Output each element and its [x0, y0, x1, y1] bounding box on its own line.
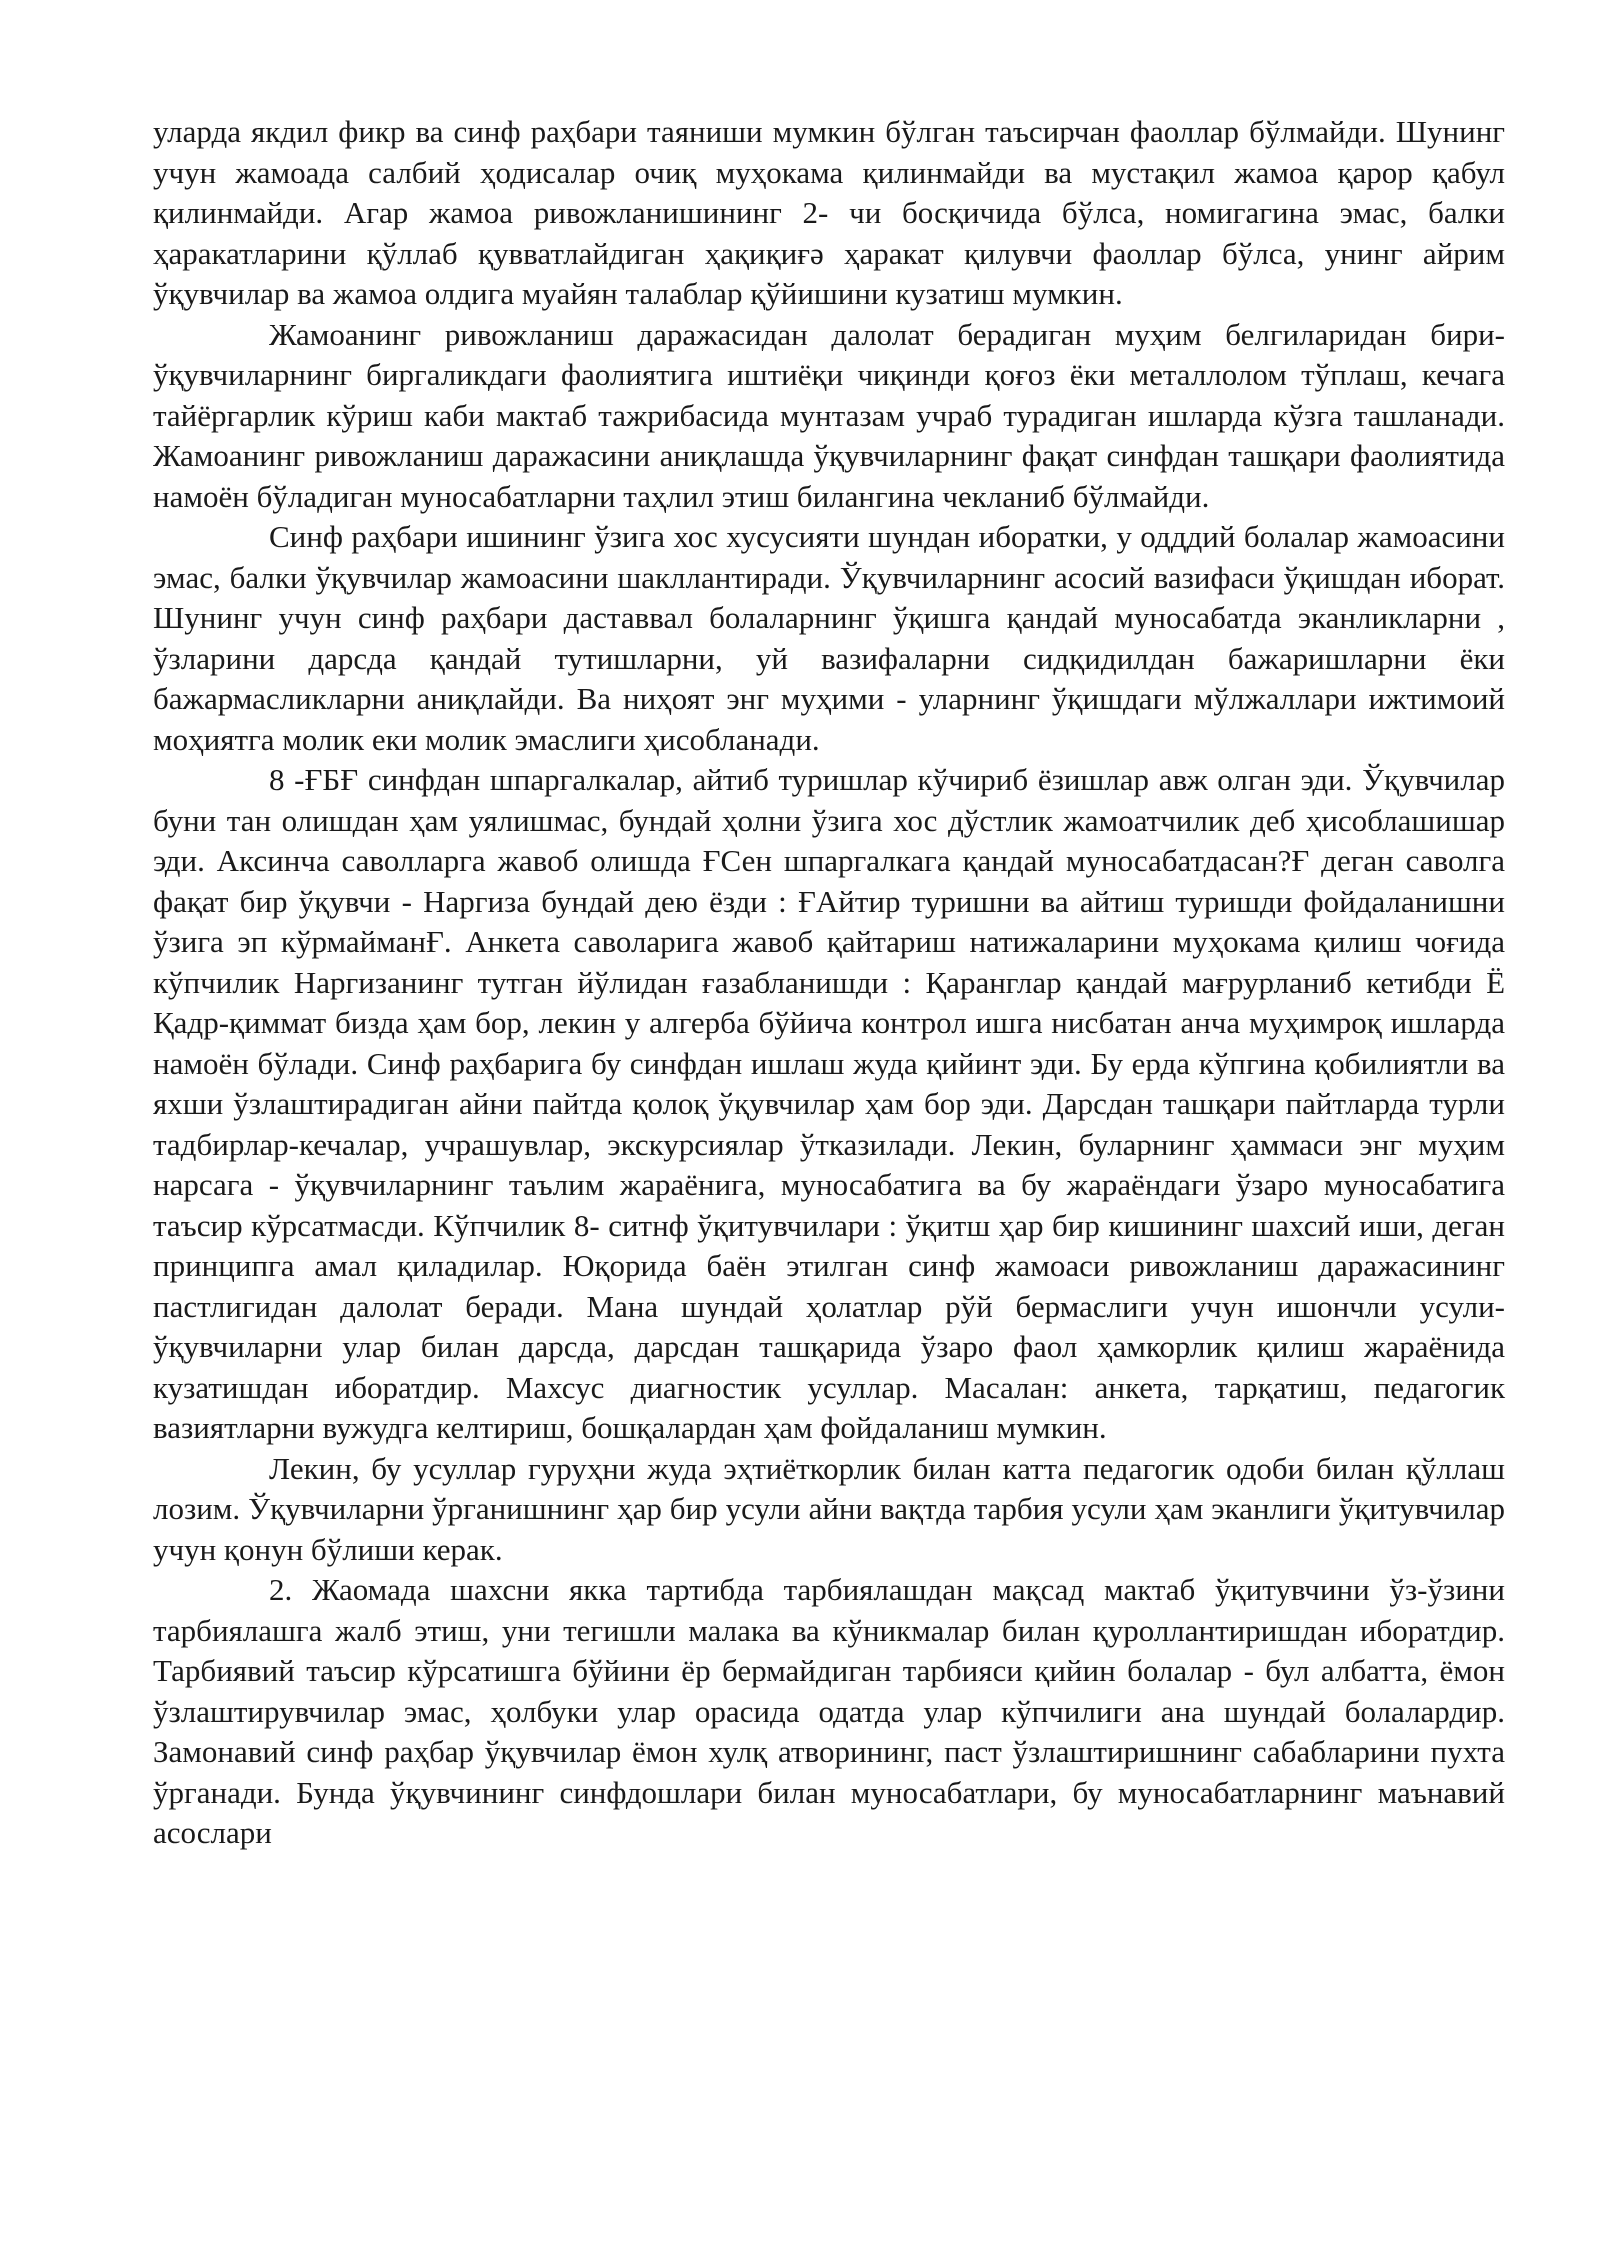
paragraph-2: Жамоанинг ривожланиш даражасидан далолат берадиган муҳим белгиларидан бири- ўқувчиларнинг биргаликдаги фаолиятига иштиёқи чиқинди қоғоз ёки металлолом тўплаш, кечага тайёргарлик кўриш каби мактаб тажрибасида мунтазам учраб турадиган ишларда кўзга ташланади. Жамоанинг ривожланиш даражасини аниқлашда ўқувчиларнинг фақат синфдан ташқари фаолиятида намоён бўладиган муносабатларни таҳлил этиш билангина чекланиб бўлмайди.: [153, 316, 1505, 514]
paragraph-5: Лекин, бу усуллар гуруҳни жуда эҳтиёткорлик билан катта педагогик одоби билан қўллаш лозим. Ўқувчиларни ўрганишнинг ҳар бир усули айни вақтда тарбия усули ҳам эканлиги ўқитувчилар учун қонун бўлиши керак.: [153, 1450, 1505, 1567]
paragraph-4: 8 -ҒБҒ синфдан шпаргалкалар, айтиб туришлар кўчириб ёзишлар авж олган эди. Ўқувчилар буни тан олишдан ҳам уялишмас, бундай ҳолни ўзига хос дўстлик жамоатчилик деб ҳисоблашишар эди. Аксинча саволларга жавоб олишда ҒСен шпаргалкага қандай муносабатдасан?Ғ деган саволга фақат бир ўқувчи - Наргиза бундай дею ёзди : ҒАйтир туришни ва айтиш туришди фойдаланишни ўзига эп кўрмайманҒ. Анкета саволарига жавоб қайтариш натижаларини муҳокама қилиш чоғида кўпчилик Наргизанинг тутган йўлидан ғазабланишди : Қаранглар қандай мағрурланиб кетибди Ё Қадр-қиммат бизда ҳам бор, лекин у алгерба бўйича контрол ишга нисбатан анча муҳимроқ ишларда намоён бўлади. Синф раҳбарига бу синфдан ишлаш жуда қийинт эди. Бу ерда кўпгина қобилиятли ва яхши ўзлаштирадиган айни пайтда қолоқ ўқувчилар ҳам бор эди. Дарсдан ташқари пайтларда турли тадбирлар-кечалар, учрашувлар, экскурсиялар ўтказилади. Лекин, буларнинг ҳаммаси энг муҳим нарсага - ўқувчиларнинг таълим жараёнига, муносабатига ва бу жараёндаги ўзаро муносабатига таъсир кўрсатмасди. Кўпчилик 8- ситнф ўқитувчилари : ўқитш ҳар бир кишининг шахсий иши, деган принципга амал қиладилар. Юқорида баён этилган синф жамоаси ривожланиш даражасининг пастлигидан далолат беради. Мана шундай ҳолатлар рўй бермаслиги учун ишончли усули-ўқувчиларни улар билан дарсда, дарсдан ташқарида ўзаро фаол ҳамкорлик қилиш жараёнида кузатишдан иборатдир. Махсус диагностик усуллар. Масалан: анкета, тарқатиш, педагогик вазиятларни вужудга келтириш, бошқалардан ҳам фойдаланиш мумкин.: [153, 762, 1505, 1445]
paragraph-6: 2. Жаомада шахсни якка тартибда тарбиялашдан мақсад мактаб ўқитувчини ўз-ўзини тарбиялашга жалб этиш, уни тегишли малака ва кўникмалар билан қуроллантиришдан иборатдир. Тарбиявий таъсир кўрсатишга бўйини ёр бермайдиган тарбияси қийин болалар - бул албатта, ёмон ўзлаштирувчилар эмас, ҳолбуки улар орасида одатда улар кўпчилиги ана шундай болалардир. Замонавий синф раҳбар ўқувчилар ёмон хулқ атворининг, паст ўзлаштиришнинг сабабларини пухта ўрганади. Бунда ўқувчининг синфдошлари билан муносабатлари, бу муносабатларнинг маънавий асослари: [153, 1572, 1505, 1850]
document-page: [153, 112, 1505, 1854]
paragraph-1: уларда якдил фикр ва синф раҳбари таяниши мумкин бўлган таъсирчан фаоллар бўлмайди. Шунинг учун жамоада салбий ҳодисалар очиқ муҳокама қилинмайди ва мустақил жамоа қарор қабул қилинмайди. Агар жамоа ривожланишининг 2- чи босқичида бўлса, номигагина эмас, балки ҳаракатларини қўллаб қувватлайдиган ҳақиқиғә ҳаракат қилувчи фаоллар бўлса, унинг айрим ўқувчилар ва жамоа олдига муайян талаблар қўйишини кузатиш мумкин.: [153, 114, 1505, 311]
paragraph-3: Синф раҳбари ишининг ўзига хос хусусияти шундан иборатки, у одддий болалар жамоасини эмас, балки ўқувчилар жамоасини шакллантиради. Ўқувчиларнинг асосий вазифаси ўқишдан иборат. Шунинг учун синф раҳбари даставвал болаларнинг ўқишга қандай муносабатда эканликларни , ўзларини дарсда қандай тутишларни, уй вазифаларни сидқидилдан бажаришларни ёки бажармасликларни аниқлайди. Ва ниҳоят энг муҳими - уларнинг ўқишдаги мўлжаллари ижтимоий моҳиятга молик еки молик эмаслиги ҳисобланади.: [153, 519, 1505, 757]
